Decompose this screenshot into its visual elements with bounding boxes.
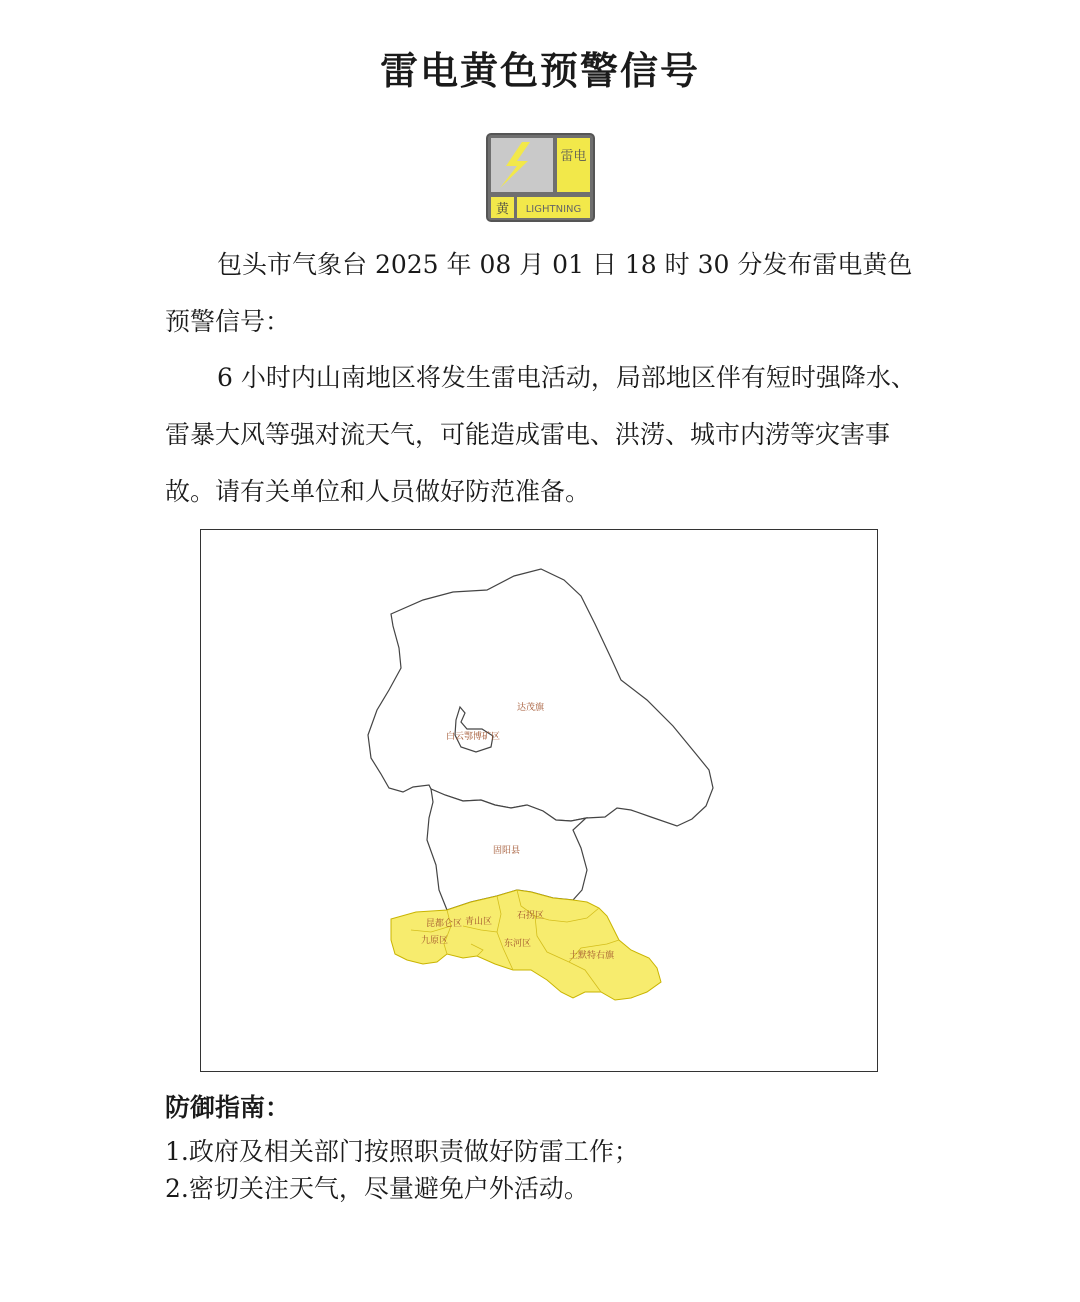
label-jiuyuan: 九原区 [421,936,449,946]
svg-text:LIGHTNING: LIGHTNING [525,204,582,215]
label-shiguai: 石拐区 [517,911,545,921]
label-donghe: 东河区 [504,939,532,949]
guide-item: 2.密切关注天气，尽量避免户外活动。 [165,1174,589,1203]
label-qingshan: 青山区 [465,917,493,927]
guide-title: 防御指南： [165,1093,291,1122]
label-tumote: 土默特右旗 [569,951,615,961]
lightning-yellow-signal-icon [486,133,595,222]
label-damao: 达茂旗 [517,703,545,713]
label-guyang: 固阳县 [493,846,521,856]
svg-text:雷电: 雷电 [560,149,587,164]
svg-text:黄: 黄 [495,202,510,217]
issue-paragraph: 包头市气象台 2025 年 08 月 01 日 18 时 30 分发布雷电黄色预警信号： [165,250,913,336]
page-title: 雷电黄色预警信号 [379,49,700,93]
map-region-damao [368,569,713,826]
forecast-paragraph: 6 小时内山南地区将发生雷电活动，局部地区伴有短时强降水、雷暴大风等强对流天气，可能造成雷电、洪涝、城市内涝等灾害事故。请有关单位和人员做好防范准备。 [165,363,916,506]
label-baiyun: 白云鄂博矿区 [446,732,501,742]
label-kundulun: 昆都仑区 [426,919,463,929]
warning-area-map [200,529,878,1072]
guide-item: 1.政府及相关部门按照职责做好防雷工作； [165,1137,639,1166]
